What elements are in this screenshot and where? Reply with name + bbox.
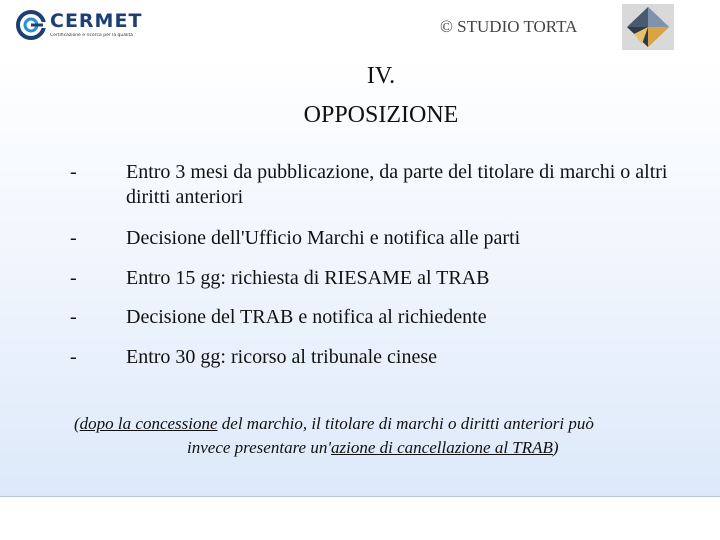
- note-line2-prefix: invece presentare un': [187, 438, 331, 457]
- bottom-divider: [0, 496, 720, 497]
- bullet-marker: -: [70, 227, 77, 249]
- bullet-marker: -: [70, 161, 77, 183]
- bullet-marker: -: [70, 306, 77, 328]
- slide-title-number: IV.: [366, 63, 396, 89]
- header-bar: [0, 0, 720, 50]
- copyright-owner: STUDIO TORTA: [457, 17, 578, 36]
- note-middle-text: del marchio, il titolare di marchi o diritti anteriori può: [217, 414, 594, 433]
- bullet-item-3: Entro 15 gg: richiesta di RIESAME al TRAB: [126, 267, 490, 289]
- copyright-symbol: ©: [440, 17, 453, 36]
- diamond-logo-icon: [622, 4, 674, 50]
- bullet-item-4: Decisione del TRAB e notifica al richiedente: [126, 306, 487, 328]
- slide-title: OPPOSIZIONE: [303, 102, 459, 128]
- bullet-marker: -: [70, 267, 77, 289]
- note-close-paren: ): [552, 438, 559, 457]
- logo-tagline: Certificazione e ricerca per la qualità: [50, 33, 134, 38]
- copyright-notice: [440, 17, 577, 37]
- bullet-item-1: Entro 3 mesi da pubblicazione, da parte del titolare di marchi o altri diritti anteriori: [126, 161, 668, 208]
- bullet-item-5: Entro 30 gg: ricorso al tribunale cinese: [126, 346, 438, 368]
- bullet-marker: -: [70, 346, 77, 368]
- bullet-item-2: Decisione dell'Ufficio Marchi e notifica alle parti: [126, 227, 521, 249]
- note-open-paren: (: [74, 414, 80, 433]
- logo-wordmark: CERMET: [50, 10, 143, 32]
- note-underlined-after-grant: dopo la concessione: [79, 414, 218, 433]
- footnote: [74, 412, 714, 460]
- cermet-circle-icon: [16, 10, 46, 40]
- note-underlined-cancellation: azione di cancellazione al TRAB: [331, 438, 553, 457]
- cermet-logo: [14, 9, 144, 43]
- note-line-2: [74, 436, 714, 460]
